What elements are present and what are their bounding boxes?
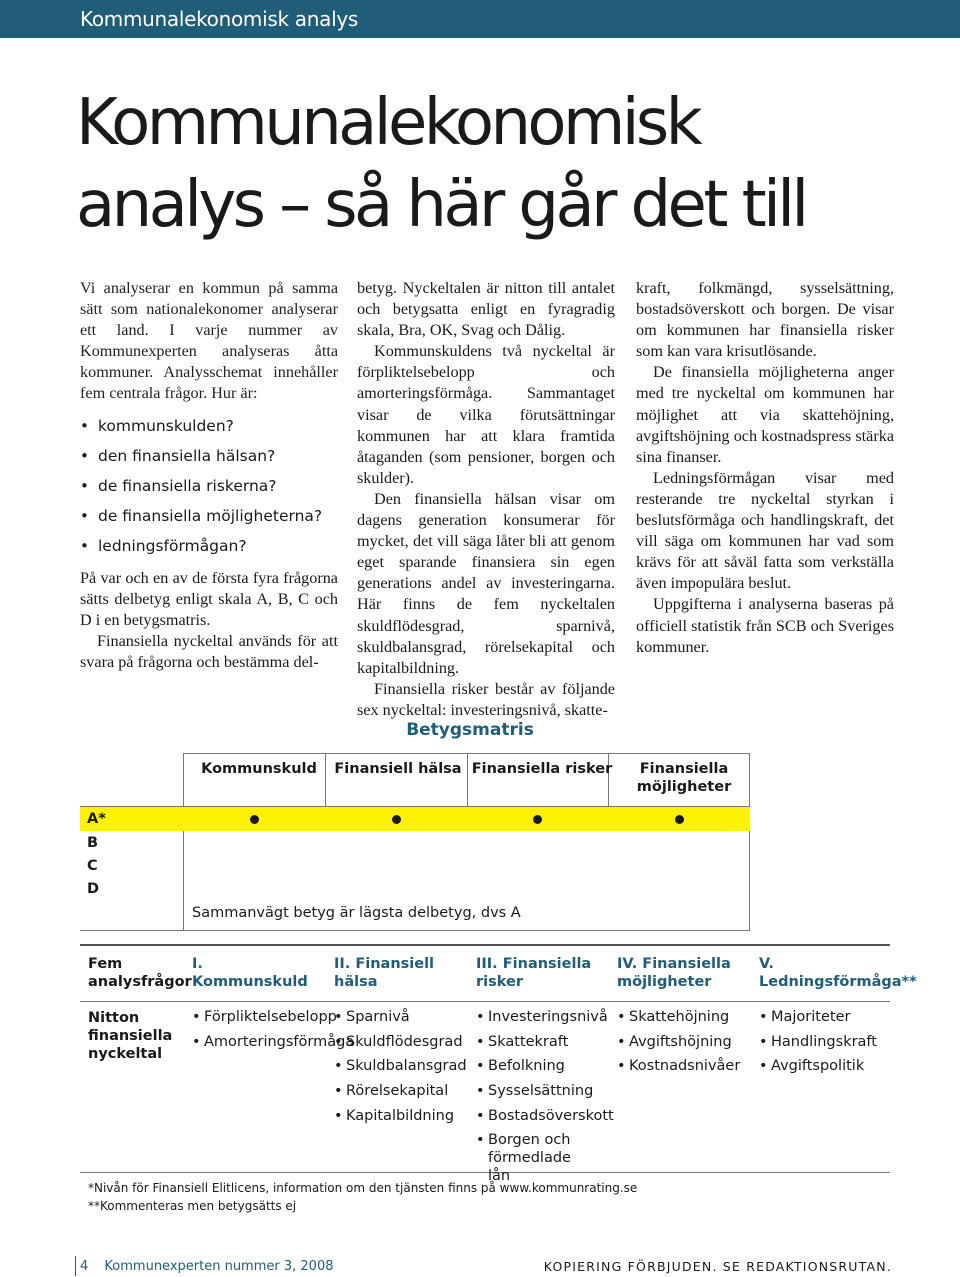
intro-paragraph: Vi analyserar en kommun på samma sätt som nationalekonomer analyserar ett land. I varje nummer av Kommunexperten analyseras åtta kommuner. Analysschemat innehåller fem centrala frågor. Hur är:: [80, 279, 338, 403]
table-rule: [80, 944, 890, 946]
row-header-keyfigures: Nitton finansiella nyckeltal: [88, 1010, 173, 1062]
keyfigure-item: • Skattekraft: [476, 1033, 616, 1051]
publication-name: Kommunexperten nummer 3, 2008: [104, 1259, 334, 1274]
keyfigure-item: • Rörelsekapital: [334, 1082, 474, 1100]
article-column-2: [357, 278, 615, 721]
matrix-grid-line: [80, 930, 750, 931]
matrix-note: Sammanvägt betyg är lägsta delbetyg, dvs A: [192, 905, 521, 921]
grade-marker-dot: [675, 815, 684, 824]
footer-divider: [75, 1256, 76, 1276]
grade-marker-dot: [533, 815, 542, 824]
matrix-column-header: Finansiella möjligheter: [636, 761, 732, 795]
copyright-notice: KOPIERING FÖRBJUDEN. SE REDAKTIONSRUTAN.: [543, 1259, 892, 1274]
keyfigure-item: • Kapitalbildning: [334, 1107, 474, 1125]
table-footnotes: [88, 1179, 637, 1215]
keyfigure-item: • Förpliktelsebelopp: [192, 1008, 304, 1026]
question-item: • den finansiella hälsan?: [80, 441, 338, 471]
page-footer: [80, 1259, 333, 1274]
body-paragraph: Kommunskuldens två nyckeltal är förpliktelsebelopp och amorteringsförmåga. Sammantaget visar de vilka förutsättningar kommunen har att klara framtida åtaganden (som pensioner, borgen och skulder).: [357, 342, 615, 487]
table-column-title: III. Finansiella risker: [476, 956, 592, 990]
keyfigure-item: • Skuldflödesgrad: [334, 1033, 474, 1051]
keyfigure-list: [476, 1008, 616, 1192]
body-paragraph: Finansiella risker består av följande sex nyckeltal: investeringsnivå, skatte-: [357, 679, 615, 719]
matrix-column-header: Kommunskuld: [201, 761, 317, 777]
body-paragraph: kraft, folkmängd, sysselsättning, bostadsöverskott och borgen. De visar om kommunen har finansiella risker som kan vara krisutlösande.: [636, 279, 894, 361]
question-item: • ledningsförmågan?: [80, 531, 338, 561]
keyfigure-list: [617, 1008, 757, 1082]
keyfigure-item: • Sparnivå: [334, 1008, 474, 1026]
matrix-grid-line: [183, 753, 184, 930]
keyfigure-item: • Investeringsnivå: [476, 1008, 616, 1026]
keyfigure-item: • Borgen och förmedlade lån: [476, 1131, 591, 1185]
section-banner: [0, 0, 960, 38]
footnote: *Nivån för Finansiell Elitlicens, information om den tjänsten finns på www.kommunrating.se: [88, 1181, 638, 1195]
keyfigure-list: [334, 1008, 474, 1131]
body-paragraph: Ledningsförmågan visar med resterande tre nyckeltal styrkan i beslutsförmåga och handlingskraft, det vill säga om kommunen har vad som krävs för att såväl fatta som verkställa även impopulära beslut.: [636, 468, 894, 593]
keyfigure-item: • Avgiftshöjning: [617, 1033, 757, 1051]
keyfigure-item: • Sysselsättning: [476, 1082, 616, 1100]
grade-label: A*: [87, 811, 106, 827]
keyfigure-item: • Skattehöjning: [617, 1008, 757, 1026]
keyfigure-item: • Bostadsöverskott: [476, 1107, 616, 1125]
body-paragraph: De finansiella möjligheterna anger med tre nyckeltal om kommunen har möjlighet att via skattehöjning, avgiftshöjning och kostnadspress stärka sina finanser.: [636, 363, 894, 466]
question-item: • de finansiella möjligheterna?: [80, 501, 338, 531]
question-list: [80, 411, 338, 561]
row-header-questions: Fem analysfrågor: [88, 956, 192, 990]
matrix-column-header: Finansiella risker: [471, 761, 613, 777]
question-item: • de finansiella riskerna?: [80, 471, 338, 501]
article-column-3: [636, 278, 894, 658]
body-paragraph: Den finansiella hälsan visar om dagens generation konsumerar för mycket, det vill säga låter bli att genom eget sparande finansiera sin egen generations andel av investeringarna. Här finns de fem nyckeltalen skuldflödesgrad, sparnivå, skuldbalansgrad, rörelsekapital och kapitalbildning.: [357, 489, 615, 677]
keyfigure-item: • Amorteringsförmåga: [192, 1033, 304, 1051]
top-grade-highlight: [80, 807, 750, 831]
grade-label: D: [87, 881, 100, 897]
page-number: 4: [80, 1259, 89, 1274]
keyfigure-item: • Befolkning: [476, 1057, 616, 1075]
table-column-title: IV. Finansiella möjligheter: [617, 956, 731, 990]
keyfigure-item: • Handlingskraft: [759, 1033, 889, 1051]
matrix-grid-line: [749, 753, 750, 930]
body-paragraph: Finansiella nyckeltal används för att svara på frågorna och bestämma del-: [80, 631, 338, 671]
table-rule: [80, 1001, 890, 1002]
body-paragraph: På var och en av de första fyra frågorna sätts delbetyg enligt skala A, B, C och D i en betygsmatris.: [80, 568, 338, 629]
keyfigure-item: • Avgiftspolitik: [759, 1057, 889, 1075]
headline-line-2: analys – så här går det till: [76, 168, 806, 242]
keyfigure-item: • Majoriteter: [759, 1008, 889, 1026]
body-paragraph: Uppgifterna i analyserna baseras på officiell statistik från SCB och Sveriges kommuner.: [636, 595, 894, 656]
footnote: **Kommenteras men betygsätts ej: [88, 1199, 297, 1213]
grade-label: C: [87, 858, 98, 874]
page-headline: [76, 82, 896, 246]
section-title: Kommunalekonomisk analys: [80, 7, 359, 31]
table-column-title: II. Finansiell hälsa: [334, 956, 435, 990]
keyfigure-list: [192, 1008, 355, 1057]
matrix-title: Betygsmatris: [406, 720, 534, 740]
body-paragraph: betyg. Nyckeltalen är nitton till antalet och betygsatta enligt en fyragradig skala, Bra, OK, Svag och Dålig.: [357, 279, 615, 340]
grade-marker-dot: [250, 815, 259, 824]
table-column-title: V. Ledningsförmåga**: [759, 956, 917, 990]
matrix-column-header: Finansiell hälsa: [334, 761, 462, 777]
table-column-title: I. Kommunskuld: [192, 956, 308, 990]
headline-line-1: Kommunalekonomisk: [76, 86, 700, 160]
keyfigure-list: [759, 1008, 889, 1082]
matrix-grid-line: [183, 753, 750, 754]
grade-marker-dot: [392, 815, 401, 824]
grade-label: B: [87, 835, 99, 851]
keyfigure-item: • Skuldbalansgrad: [334, 1057, 474, 1075]
article-column-1: [80, 278, 338, 673]
keyfigure-item: • Kostnadsnivåer: [617, 1057, 757, 1075]
question-item: • kommunskulden?: [80, 411, 338, 441]
